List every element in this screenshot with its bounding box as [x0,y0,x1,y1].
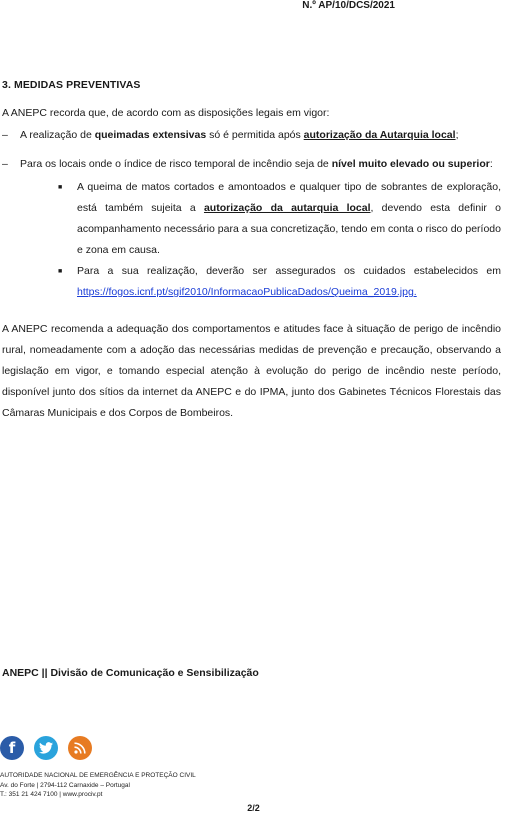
bold-text: nível muito elevado ou superior [331,158,490,170]
sub-measures-list [58,177,501,303]
footer-contact-line: T.: 351 21 424 7100 | www.prociv.pt [0,791,103,798]
text: A queima de matos cortados e amontoados e qualquer tipo de sobrantes de exploração, está também sujeita a [77,181,501,214]
dash-marker: – [2,129,8,141]
text: Para a sua realização, deverão ser assegurados os cuidados estabelecidos em [77,265,501,277]
text: Para os locais onde o índice de risco temporal de incêndio seja de [20,158,332,170]
twitter-bird-icon [39,742,53,754]
social-links [0,736,92,760]
dash-marker: – [2,158,8,170]
signature: ANEPC || Divisão de Comunicação e Sensibilização [2,667,259,679]
footer-address-line: Av. do Forte | 2794-112 Carnaxide – Portugal [0,781,130,789]
footer-org-name: AUTORIDADE NACIONAL DE EMERGÊNCIA E PROTEÇÃO CIVIL [0,772,196,779]
text: , devendo esta definir o acompanhamento necessário para a sua concretização, tendo em conta o risco do período e zona em causa. [77,202,501,256]
intro-text: A ANEPC recorda que, de acordo com as disposições legais em vigor: [2,107,330,119]
square-bullet-icon: ■ [58,268,63,275]
recommendation-paragraph: A ANEPC recomenda a adequação dos comportamentos e atitudes face à situação de perigo de incêndio rural, nomeadamente com a adoção das necessárias medidas de prevenção e precaução, observando a legislação em vigor, e tomando especial atenção à evolução do perigo de incêndio neste período, disponível junto dos sítios da internet da ANEPC e do IPMA, junto dos Gabinetes Técnicos Florestais das Câmaras Municipais e dos Corpos de Bombeiros. [2,323,501,419]
square-bullet-icon: ■ [58,184,63,191]
text: A realização de [20,129,95,141]
rss-feed-icon [74,742,86,754]
text: : [489,158,493,170]
list-item [58,177,501,261]
rss-icon[interactable] [68,736,92,760]
underlined-bold-text: autorização da Autarquia local [303,129,456,141]
twitter-icon[interactable] [34,736,58,760]
text: só é permitida após [206,129,304,141]
measure-item-risk [2,158,502,170]
facebook-icon[interactable] [0,736,24,760]
text: ; [455,129,459,141]
facebook-glyph: f [8,739,16,757]
footer-address [0,771,196,800]
measure-item-burns [2,129,502,141]
section-title: 3. MEDIDAS PREVENTIVAS [2,79,141,91]
underlined-bold-text: autorização da autarquia local [203,202,371,214]
document-reference: N.º AP/10/DCS/2021 [302,0,395,11]
page-number: 2/2 [247,803,260,813]
queima-info-link[interactable]: https://fogos.icnf.pt/sgif2010/InformacaoPublicaDados/Queima_2019.jpg. [77,286,417,298]
bold-text: queimadas extensivas [94,129,207,141]
list-item [58,261,501,303]
